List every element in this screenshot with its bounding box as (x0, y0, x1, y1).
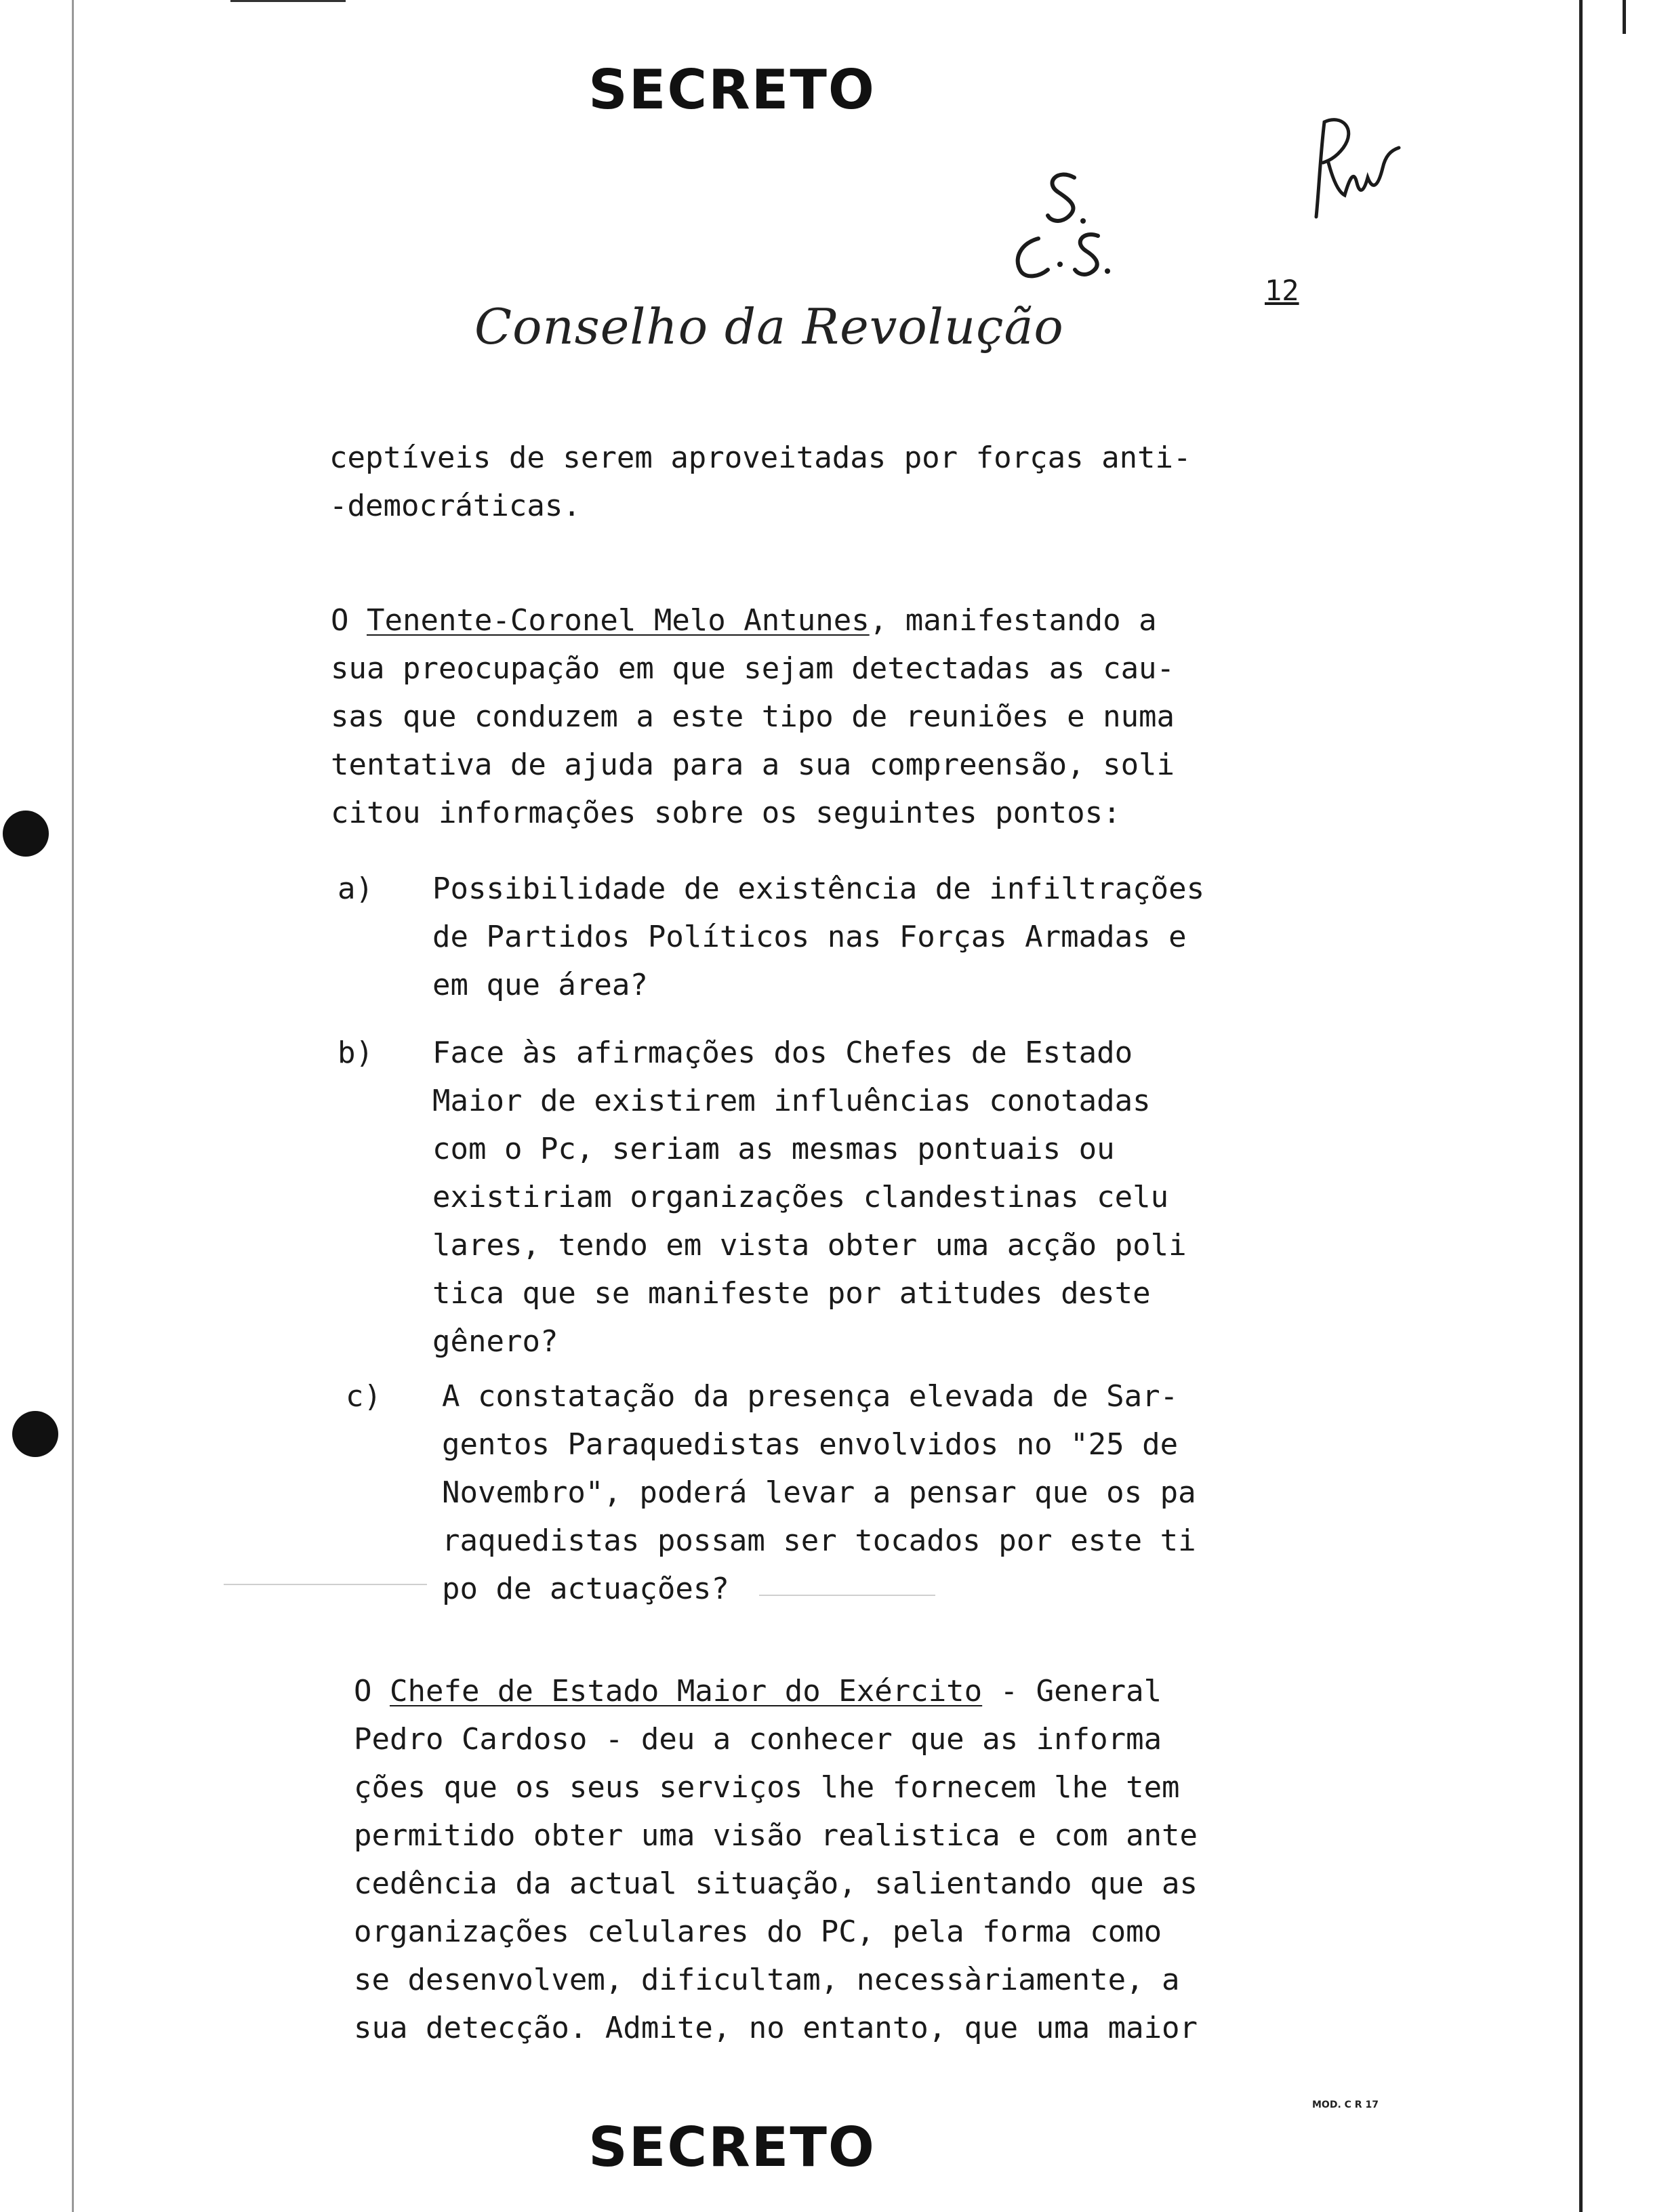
page-number: 12 (1265, 274, 1299, 307)
text-line: citou informações sobre os seguintes pontos: (331, 796, 1121, 830)
text-line: gentos Paraquedistas envolvidos no "25 de (442, 1427, 1179, 1462)
text-line: com o Pc, seriam as mesmas pontuais ou (432, 1132, 1115, 1166)
continuation-paragraph (329, 434, 1192, 530)
speaker-name: Tenente-Coronel Melo Antunes (366, 603, 870, 638)
text-line: permitido obter uma visão realistica e com ante (354, 1818, 1198, 1853)
item-label: a) (338, 872, 373, 906)
punch-hole (3, 811, 49, 857)
punch-hole (12, 1411, 58, 1457)
text-line: ceptíveis de serem aproveitadas por forças anti- (329, 441, 1192, 475)
item-label: c) (346, 1379, 382, 1414)
classification-stamp-bottom: SECRETO (588, 2116, 876, 2179)
item-label: b) (338, 1036, 373, 1070)
text-line: Pedro Cardoso - deu a conhecer que as informa (354, 1722, 1162, 1757)
text-line: de Partidos Políticos nas Forças Armadas e (432, 920, 1187, 954)
speaker-name: Chefe de Estado Maior do Exército (389, 1674, 983, 1708)
page-left-edge (72, 0, 74, 2212)
text-line (331, 596, 1175, 644)
text-line: sas que conduzem a este tipo de reuniões e numa (331, 699, 1175, 734)
text-line: sua preocupação em que sejam detectadas as cau- (331, 651, 1175, 686)
scan-edge-mark (230, 0, 346, 2)
classification-stamp-top: SECRETO (588, 58, 876, 121)
text-line: Maior de existirem influências conotadas (432, 1084, 1151, 1118)
item-text (432, 865, 1204, 1009)
text-line: -democráticas. (329, 489, 581, 523)
text-line: gênero? (432, 1324, 558, 1359)
text-line: organizações celulares do PC, pela forma como (354, 1914, 1162, 1949)
text-line: ções que os seus serviços lhe fornecem lhe tem (354, 1770, 1180, 1805)
text-line: tentativa de ajuda para a sua compreensão, soli (331, 747, 1175, 782)
text-line: cedência da actual situação, salientando que as (354, 1866, 1198, 1901)
item-text (432, 1029, 1187, 1366)
text-line: po de actuações? (442, 1572, 729, 1606)
paragraph-lead: O (354, 1674, 390, 1708)
scan-smudge (759, 1595, 935, 1596)
binder-clip-mark (1623, 0, 1644, 34)
text-line: Novembro", poderá levar a pensar que os pa (442, 1475, 1196, 1510)
paragraph-lead: O (331, 603, 367, 638)
text-line: Face às afirmações dos Chefes de Estado (432, 1036, 1133, 1070)
text-line-rest: , manifestando a (869, 603, 1157, 638)
text-line: Possibilidade de existência de infiltrações (432, 872, 1205, 906)
text-line-rest: - General (982, 1674, 1162, 1708)
text-line: raquedistas possam ser tocados por este ti (442, 1523, 1196, 1558)
text-line: A constatação da presença elevada de Sar- (442, 1379, 1179, 1414)
page-right-edge (1579, 0, 1583, 2212)
handwritten-initials (1003, 163, 1152, 298)
form-code: MOD. C R 17 (1312, 2100, 1379, 2110)
chefe-paragraph (354, 1667, 1198, 2052)
letterhead-title: Conselho da Revolução (474, 298, 1064, 355)
text-line: se desenvolvem, dificultam, necessàriamente, a (354, 1963, 1180, 1997)
text-line (354, 1667, 1198, 1715)
item-text (442, 1372, 1196, 1613)
text-line: existiriam organizações clandestinas celu (432, 1180, 1169, 1214)
text-line: tica que se manifeste por atitudes deste (432, 1276, 1151, 1311)
text-line: sua detecção. Admite, no entanto, que uma maior (354, 2011, 1198, 2045)
handwritten-signature (1301, 108, 1410, 230)
antunes-paragraph (331, 596, 1175, 837)
text-line: lares, tendo em vista obter uma acção poli (432, 1228, 1187, 1263)
text-line: em que área? (432, 968, 648, 1002)
scan-smudge (224, 1584, 427, 1585)
